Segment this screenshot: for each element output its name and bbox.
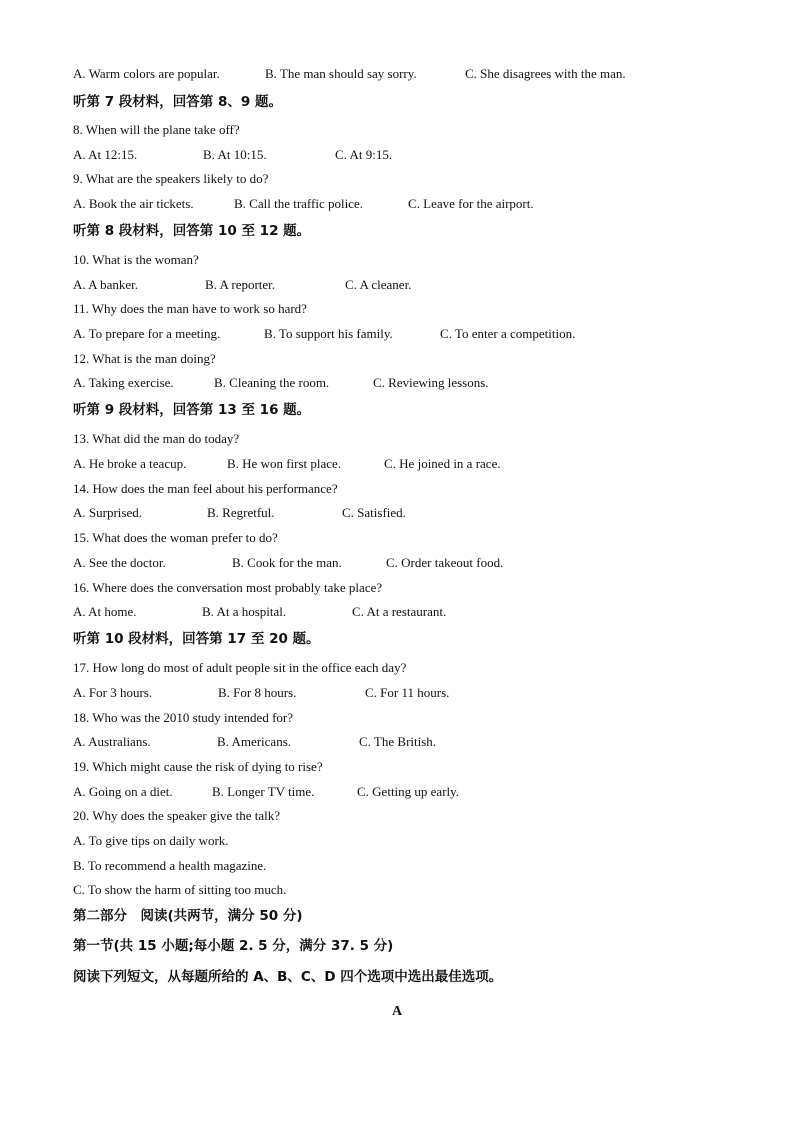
answer-option: C. She disagrees with the man. — [465, 66, 626, 81]
question-text: 12. What is the man doing? — [73, 351, 216, 366]
answer-option: C. Satisfied. — [342, 505, 406, 520]
question-text: 10. What is the woman? — [73, 252, 199, 267]
answer-options — [73, 326, 753, 342]
answer-option: A. Warm colors are popular. — [73, 66, 220, 81]
answer-options — [73, 685, 753, 701]
question-text: 14. How does the man feel about his performance? — [73, 481, 338, 496]
section-heading: 第二部分 阅读(共两节，满分 50 分) — [73, 908, 303, 924]
question-text: 18. Who was the 2010 study intended for? — [73, 710, 293, 725]
answer-options — [73, 604, 753, 620]
answer-option: A. Book the air tickets. — [73, 196, 194, 211]
section-heading: 听第 8 段材料，回答第 10 至 12 题。 — [73, 223, 311, 239]
answer-options — [73, 375, 753, 391]
answer-options — [73, 277, 753, 293]
question-text: 11. Why does the man have to work so hard? — [73, 301, 307, 316]
answer-option: A. Going on a diet. — [73, 784, 173, 799]
section-heading: 第一节(共 15 小题;每小题 2. 5 分，满分 37. 5 分) — [73, 938, 394, 954]
answer-option: C. At 9:15. — [335, 147, 393, 162]
answer-option: B. A reporter. — [205, 277, 276, 292]
question-text: 15. What does the woman prefer to do? — [73, 530, 278, 545]
answer-option: C. A cleaner. — [345, 277, 412, 292]
answer-option: B. Call the traffic police. — [234, 196, 363, 211]
answer-option: C. Order takeout food. — [386, 555, 504, 570]
answer-option: A. See the doctor. — [73, 555, 166, 570]
answer-options — [73, 456, 753, 472]
answer-option: A. For 3 hours. — [73, 685, 153, 700]
section-heading: 听第 9 段材料，回答第 13 至 16 题。 — [73, 402, 311, 418]
answer-option: B. For 8 hours. — [218, 685, 297, 700]
answer-option: B. To support his family. — [264, 326, 393, 341]
question-text: B. To recommend a health magazine. — [73, 858, 267, 873]
answer-option: A. At home. — [73, 604, 137, 619]
answer-option: A. He broke a teacup. — [73, 456, 187, 471]
answer-option: A. A banker. — [73, 277, 138, 292]
question-text: A. To give tips on daily work. — [73, 833, 229, 848]
answer-options — [73, 505, 753, 521]
answer-option: B. Americans. — [217, 734, 292, 749]
answer-option: B. Regretful. — [207, 505, 275, 520]
answer-options — [73, 147, 753, 163]
answer-option: A. Taking exercise. — [73, 375, 174, 390]
answer-option: B. Cook for the man. — [232, 555, 342, 570]
question-text: C. To show the harm of sitting too much. — [73, 882, 287, 897]
answer-option: B. The man should say sorry. — [265, 66, 417, 81]
answer-option: A. Surprised. — [73, 505, 142, 520]
question-text: 16. Where does the conversation most probably take place? — [73, 580, 383, 595]
section-heading: 听第 7 段材料，回答第 8、9 题。 — [73, 94, 282, 110]
answer-option: C. At a restaurant. — [352, 604, 447, 619]
question-text: 8. When will the plane take off? — [73, 122, 240, 137]
answer-options — [73, 66, 753, 82]
question-text: 19. Which might cause the risk of dying to rise? — [73, 759, 323, 774]
answer-option: B. At 10:15. — [203, 147, 267, 162]
answer-option: C. The British. — [359, 734, 437, 749]
answer-option: C. Getting up early. — [357, 784, 460, 799]
section-heading: 听第 10 段材料，回答第 17 至 20 题。 — [73, 631, 320, 647]
answer-option: A. At 12:15. — [73, 147, 138, 162]
question-text: 9. What are the speakers likely to do? — [73, 171, 269, 186]
question-text: 17. How long do most of adult people sit in the office each day? — [73, 660, 407, 675]
passage-label: A — [391, 1004, 403, 1019]
answer-options — [73, 784, 753, 800]
answer-option: C. Leave for the airport. — [408, 196, 534, 211]
answer-options — [73, 555, 753, 571]
answer-option: C. Reviewing lessons. — [373, 375, 489, 390]
answer-option: B. He won first place. — [227, 456, 342, 471]
answer-option: C. To enter a competition. — [440, 326, 576, 341]
answer-options — [73, 196, 753, 212]
answer-option: C. He joined in a race. — [384, 456, 501, 471]
answer-option: B. Longer TV time. — [212, 784, 315, 799]
answer-option: B. At a hospital. — [202, 604, 287, 619]
answer-option: C. For 11 hours. — [365, 685, 450, 700]
answer-option: A. Australians. — [73, 734, 151, 749]
answer-option: B. Cleaning the room. — [214, 375, 330, 390]
answer-option: A. To prepare for a meeting. — [73, 326, 221, 341]
question-text: 13. What did the man do today? — [73, 431, 240, 446]
section-heading: 阅读下列短文，从每题所给的 A、B、C、D 四个选项中选出最佳选项。 — [73, 969, 503, 985]
question-text: 20. Why does the speaker give the talk? — [73, 808, 280, 823]
answer-options — [73, 734, 753, 750]
